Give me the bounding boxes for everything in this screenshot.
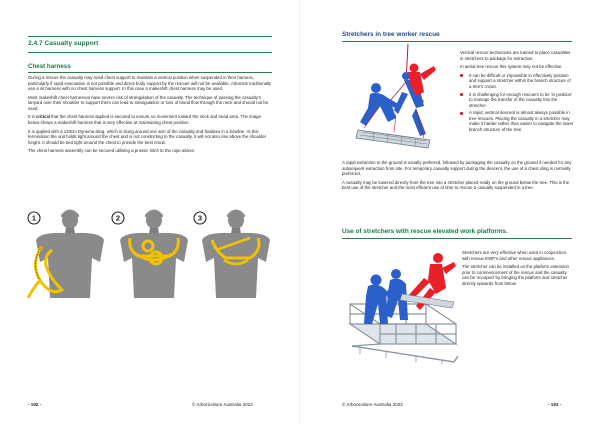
paragraph: The chest harness assembly can be secured utilising a prussic hitch to the rope above. — [28, 148, 196, 154]
paragraph: It is applied with a 120cm Dynema sling, which is slung around one arm of the casualty and finalises in a bowline. At this termination the unit holds tight around the chest and is not constricting to the casualty, it will not also rise above the shoulder height. It should be tied tight around the chest to provide the best result. — [28, 128, 267, 145]
section-rule-bottom — [28, 52, 272, 53]
step-2-figure — [112, 210, 188, 299]
paragraph: The stretcher can be installed on the platform extension prior to commencement of the rescue and the casualty can be 'scooped' by bringing the platform and stretcher directly upwards from below. — [462, 264, 569, 286]
section-heading: 2.4.7 Casualty support — [28, 40, 99, 47]
section-rule-top — [28, 36, 272, 37]
step-1-label: 1 — [31, 213, 37, 223]
critical-word: critical — [35, 114, 50, 120]
step-1-figure — [28, 210, 104, 299]
stretchers-heading: Stretchers in tree worker rescue — [342, 31, 440, 38]
stretcher-issues-list — [460, 73, 574, 132]
vertical-rescue-illustration — [344, 44, 456, 156]
list-item: A rapid, vertical descent is almost always possible in tree rescues. Placing the casualty in a stretcher may make it harder rather than easier to navigate the lower branch structure of the tree. — [460, 110, 574, 132]
paragraph: In aerial tree rescue this system may not be effective. — [460, 64, 563, 70]
list-item: It can be difficult or impossible to effectively position and support a stretcher within the branch structure of a tree's crown. — [460, 73, 574, 90]
ewp-rescue-illustration — [346, 244, 466, 368]
step-3-label: 3 — [197, 213, 203, 223]
paragraph: During a rescue the casualty may need chest support to maintain a vertical position when suspended in their harness, particularly if rapid evacuation is not possible and direct-body support by the rescuer will not be available. Arborists traditionally use a sit harness with no chest harness support. In this case a makeshift chest harness may be used. — [28, 75, 272, 91]
page-number-right: - 193 - — [548, 402, 562, 407]
ewp-heading: Use of stretchers with rescue elevated work platforms. — [342, 228, 508, 235]
list-item: It is challenging for enough rescuers to be 'in position' to manage the transfer of the casualty into the stretcher. — [460, 92, 574, 109]
paragraph: Most makeshift chest harnesses have severe risk of strangulation of the casualty. The technique of passing the casualty's lanyard over their shoulder to support them can lead to strangulation or loss of blood flow through the neck and should not be used. — [28, 94, 269, 111]
stretchers-intro — [460, 50, 574, 134]
chest-harness-illustration — [28, 206, 272, 306]
right-page — [300, 0, 600, 424]
stretchers-body — [342, 160, 574, 194]
copyright-right: © Arboriculture Australia 2022 — [342, 402, 403, 407]
ewp-rule — [342, 238, 572, 239]
page-number-left: - 192 - — [28, 402, 42, 407]
chest-harness-body — [28, 75, 272, 157]
paragraph: Stretchers are very effective when used in conjunction with rescue EWP's and other rescue appliances. — [462, 250, 566, 261]
paragraph: A casualty may be lowered directly from the tree into a stretcher placed ready on the ground below the tree. This is the best use of the stretcher and the most efficient use of time to rescue a casualty suspended in a tree. — [342, 179, 570, 191]
step-3-figure — [194, 210, 270, 299]
step-2-label: 2 — [115, 213, 121, 223]
critical-paragraph: It is critical that the chest harness applied is secured to ensure no movement toward the neck and head area. The image below shows a makeshift harness that is very effective at maintaining chest position. — [28, 114, 261, 125]
stretchers-rule — [342, 41, 572, 42]
paragraph: A rapid extraction to the ground is usually preferred, followed by packaging the casualty on the ground if needed for any subsequent extraction from site. For temporary casualty support during the descent, the use of a chest sling is normally preferred. — [342, 160, 572, 176]
copyright-left: © Arboriculture Australia 2022 — [192, 402, 253, 407]
chest-harness-heading: Chest harness — [28, 63, 71, 70]
ewp-body — [462, 250, 574, 289]
subheading-rule — [28, 72, 272, 73]
paragraph: Vertical rescue technicians are trained to place casualties in stretchers to package for extraction. — [460, 50, 571, 61]
